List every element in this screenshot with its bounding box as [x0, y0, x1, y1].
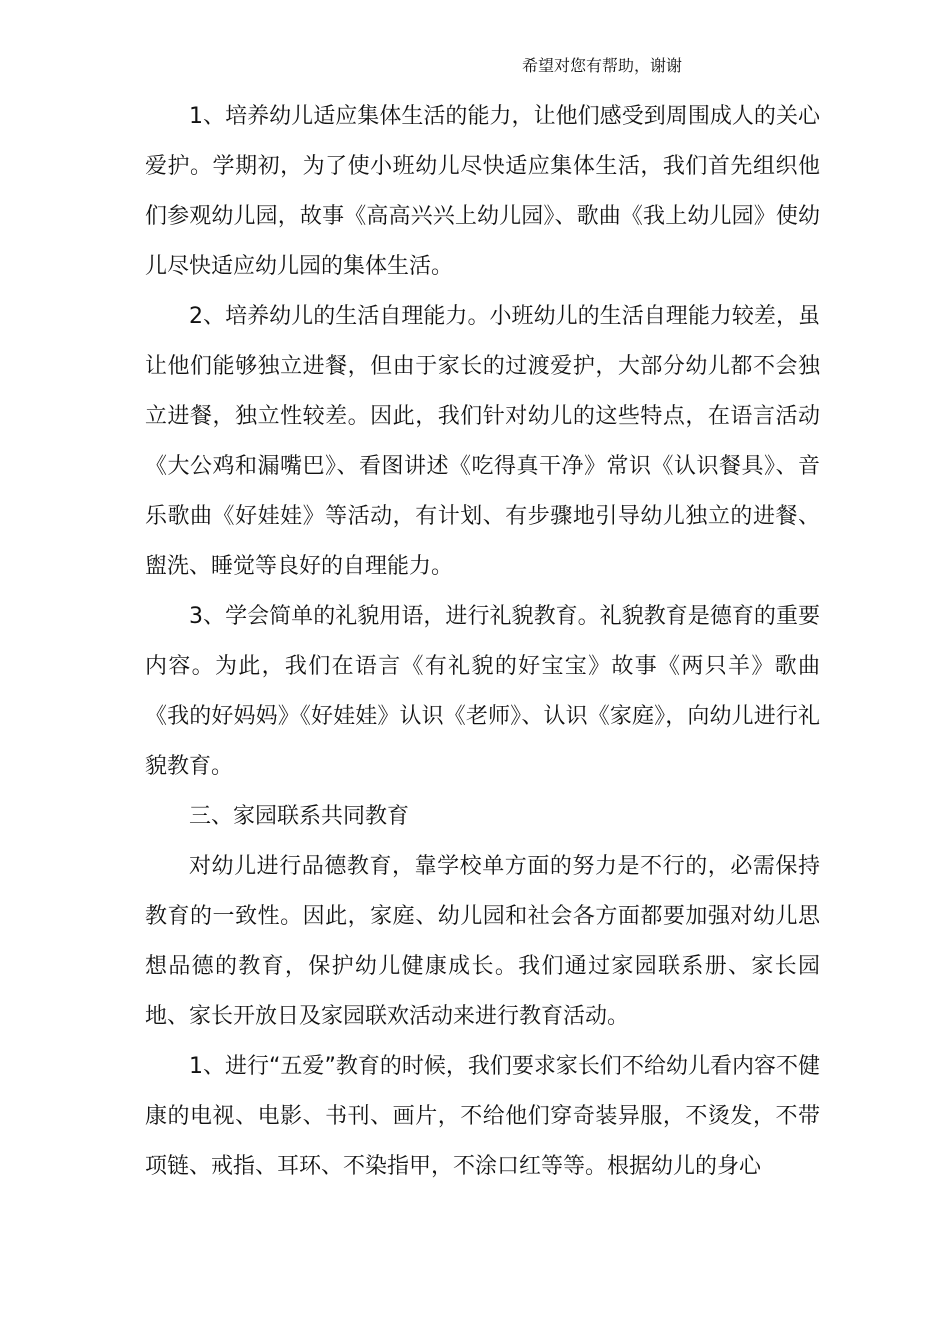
paragraph-goal-self-care: 2、培养幼儿的生活自理能力。小班幼儿的生活自理能力较差，虽让他们能够独立进餐，但由于家长的过渡爱护，大部分幼儿都不会独立进餐，独立性较差。因此，我们针对幼儿的这些特点，在语言活动《大公鸡和漏嘴巴》、看图讲述《吃得真干净》常识《认识餐具》、音乐歌曲《好娃娃》等活动，有计划、有步骤地引导幼儿独立的进餐、盥洗、睡觉等良好的自理能力。 — [145, 304, 820, 579]
header-note: 希望对您有帮助，谢谢 — [522, 56, 683, 75]
paragraph-goal-politeness: 3、学会简单的礼貌用语，进行礼貌教育。礼貌教育是德育的重要内容。为此，我们在语言《有礼貌的好宝宝》故事《两只羊》歌曲《我的好妈妈》《好娃娃》认识《老师》、认识《家庭》，向幼儿进行礼貌教育。 — [145, 604, 820, 779]
section-heading-home-school: 三、家园联系共同教育 — [189, 804, 410, 829]
paragraph-home-school-cooperation: 对幼儿进行品德教育，靠学校单方面的努力是不行的，必需保持教育的一致性。因此，家庭、幼儿园和社会各方面都要加强对幼儿思想品德的教育，保护幼儿健康成长。我们通过家园联系册、家长园地、家长开放日及家园联欢活动来进行教育活动。 — [145, 854, 820, 1029]
paragraph-goal-collective-life: 1、培养幼儿适应集体生活的能力，让他们感受到周围成人的关心爱护。学期初，为了使小班幼儿尽快适应集体生活，我们首先组织他们参观幼儿园，故事《高高兴兴上幼儿园》、歌曲《我上幼儿园》使幼儿尽快适应幼儿园的集体生活。 — [145, 104, 820, 279]
document-body — [145, 92, 820, 1192]
paragraph-five-loves-education: 1、进行“五爱”教育的时候，我们要求家长们不给幼儿看内容不健康的电视、电影、书刊、画片，不给他们穿奇装异服，不烫发，不带项链、戒指、耳环、不染指甲，不涂口红等等。根据幼儿的身心 — [145, 1054, 820, 1179]
